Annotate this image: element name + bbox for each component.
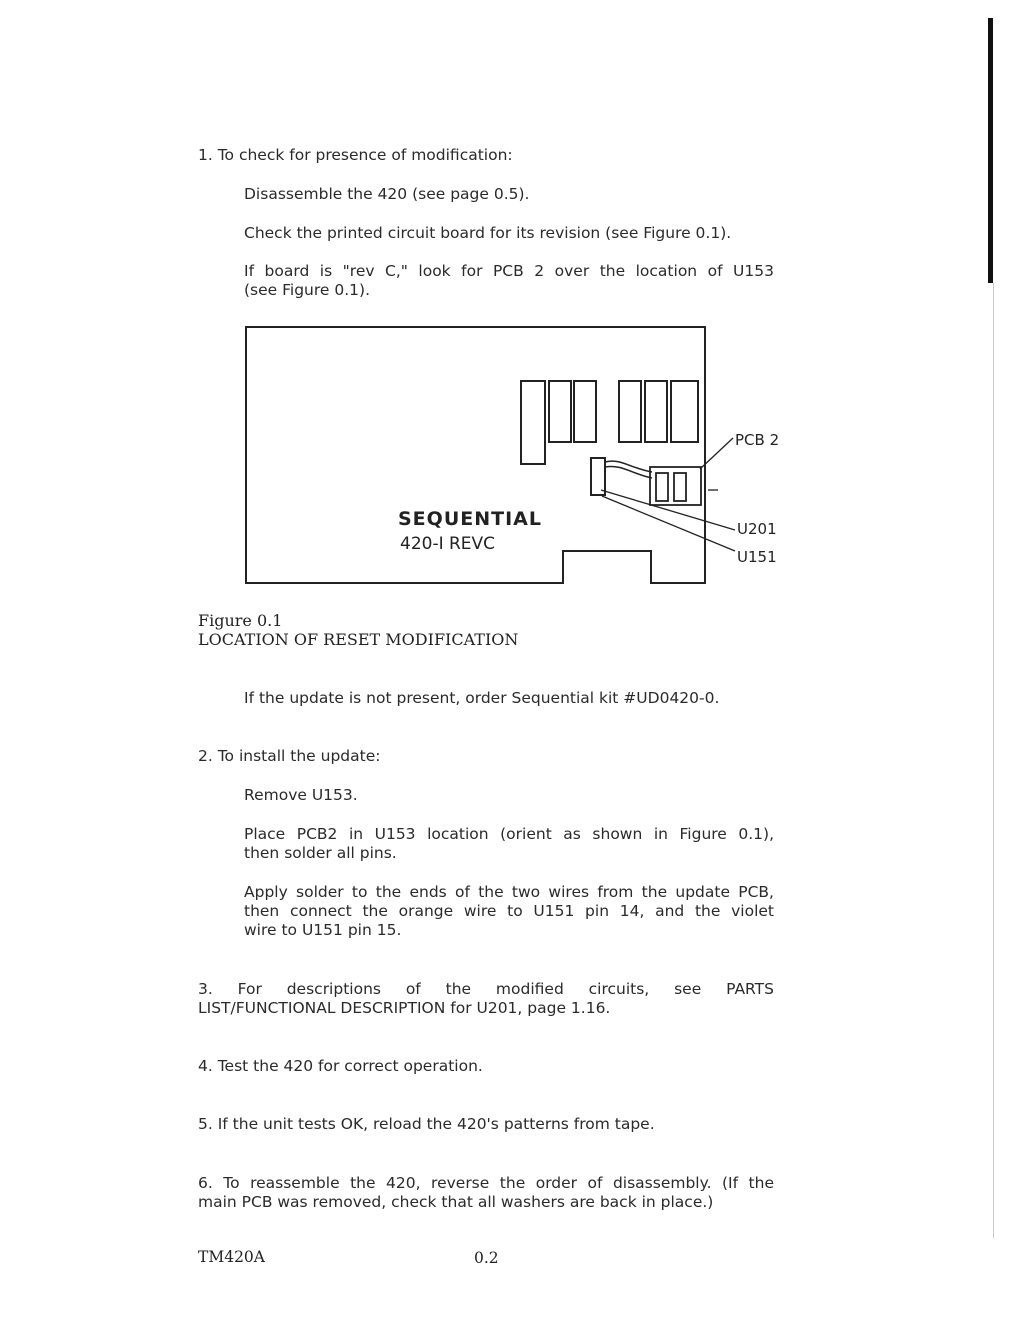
figure-label: Figure 0.1 — [198, 611, 283, 630]
callout-u151: U151 — [737, 548, 777, 566]
step-2-heading: 2. To install the update: — [198, 747, 381, 765]
step-1-order-kit: If the update is not present, order Sequential kit #UD0420-0. — [244, 689, 720, 707]
step-5-text: 5. If the unit tests OK, reload the 420's patterns from tape. — [198, 1115, 655, 1133]
page-edge-line — [993, 283, 994, 1238]
step-3-line-2: LIST/FUNCTIONAL DESCRIPTION for U201, page 1.16. — [198, 999, 611, 1017]
callout-u201: U201 — [737, 520, 777, 538]
pcb2-module — [650, 467, 701, 505]
step-2-place-line-1: Place PCB2 in U153 location (orient as shown in Figure 0.1), — [244, 825, 774, 843]
footer-document-id: TM420A — [198, 1248, 265, 1266]
figure-pcb-diagram — [240, 320, 800, 592]
update-wires — [605, 461, 652, 478]
page-edge-bar — [988, 18, 993, 283]
step-1-if-board-line-1: If board is "rev C," look for PCB 2 over the location of U153 — [244, 262, 774, 280]
step-6-line-1: 6. To reassemble the 420, reverse the order of disassembly. (If the — [198, 1174, 774, 1192]
callout-pcb2: PCB 2 — [735, 431, 780, 449]
step-2-apply-line-1: Apply solder to the ends of the two wires from the update PCB, — [244, 883, 774, 901]
step-2-apply-line-3: wire to U151 pin 15. — [244, 921, 402, 939]
step-4-text: 4. Test the 420 for correct operation. — [198, 1057, 483, 1075]
ic-chip-row — [521, 381, 698, 464]
step-2-place-line-2: then solder all pins. — [244, 844, 397, 862]
step-2-remove: Remove U153. — [244, 786, 358, 804]
step-2-apply-line-2: then connect the orange wire to U151 pin 14, and the violet — [244, 902, 774, 920]
step-6-line-2: main PCB was removed, check that all washers are back in place.) — [198, 1193, 714, 1211]
footer-page-number: 0.2 — [474, 1249, 499, 1267]
step-1-disassemble: Disassemble the 420 (see page 0.5). — [244, 185, 530, 203]
step-1-check-revision: Check the printed circuit board for its revision (see Figure 0.1). — [244, 224, 732, 242]
step-3-line-1: 3. For descriptions of the modified circuits, see PARTS — [198, 980, 774, 998]
step-1-heading: 1. To check for presence of modification: — [198, 146, 513, 164]
board-logo-text: SEQUENTIAL — [398, 508, 542, 530]
u151-chip — [591, 458, 605, 495]
board-revision-text: 420-I REVC — [400, 534, 496, 554]
step-1-if-board-line-2: (see Figure 0.1). — [244, 281, 370, 299]
figure-title: LOCATION OF RESET MODIFICATION — [198, 630, 519, 649]
